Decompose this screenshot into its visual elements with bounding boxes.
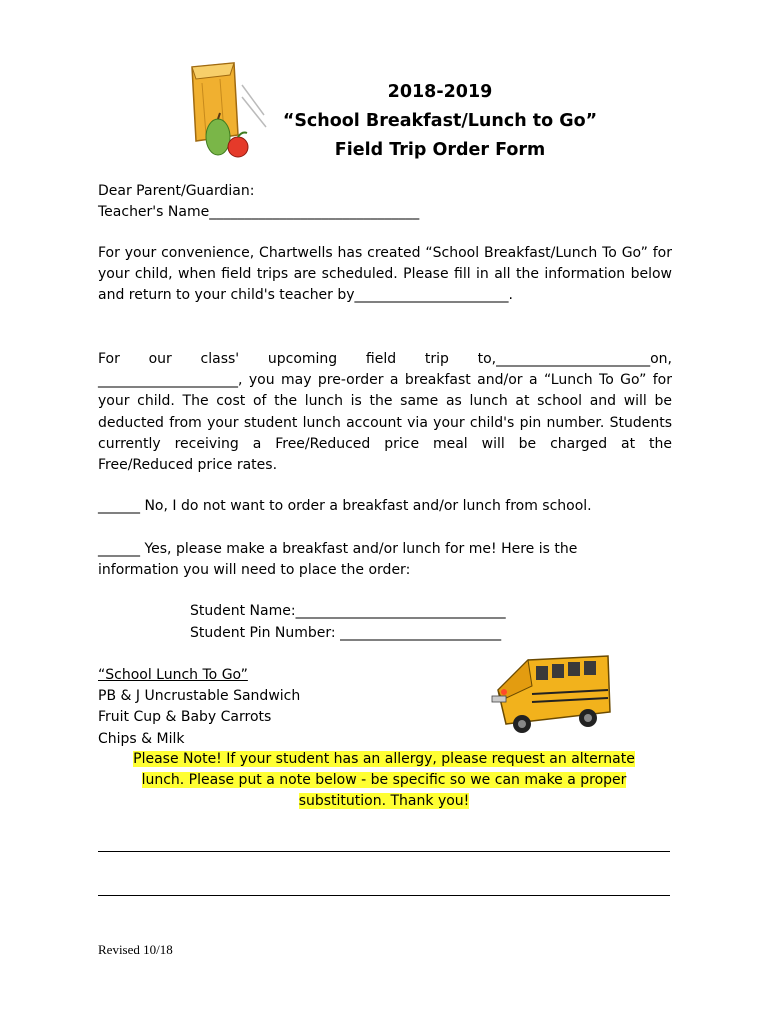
form-title: “School Breakfast/Lunch to Go” (282, 111, 598, 131)
field-trip-paragraph: For our class' upcoming field trip to,______________________on, ____________________, you may pre-order a breakfast and/or a “Lunch To Go” for your child. The cost of the lunch is the same as lunch at school and will be deducted from your student lunch account via your child's pin number. Students currently receiving a Free/Reduced price meal will be charged at the Free/Reduced price rates. (98, 351, 672, 474)
allergy-note (110, 749, 658, 813)
intro-paragraph: For your convenience, Chartwells has created “School Breakfast/Lunch To Go” for your child, when field trips are scheduled. Please fill in all the information below and return to your child's teacher by______________________. (98, 245, 672, 304)
menu-item: Fruit Cup & Baby Carrots (98, 709, 272, 726)
note-line: substitution. Thank you! (298, 793, 470, 810)
student-fields (190, 601, 506, 644)
note-write-line (98, 851, 670, 852)
form-year: 2018-2019 (387, 82, 493, 102)
student-pin-field: Student Pin Number: _______________________ (190, 624, 502, 641)
option-no: ______ No, I do not want to order a breakfast and/or lunch from school. (98, 498, 592, 514)
note-line: Please Note! If your student has an allergy, please request an alternate (133, 751, 635, 767)
note-line: lunch. Please put a note below - be specific so we can make a proper (141, 772, 627, 789)
menu-item: PB & J Uncrustable Sandwich (98, 688, 301, 705)
greeting-block (98, 181, 419, 223)
student-name-field: Student Name:______________________________ (190, 603, 506, 619)
salutation: Dear Parent/Guardian: (98, 183, 255, 199)
option-yes-continued: information you will need to place the order: (98, 562, 411, 578)
form-title-block (230, 78, 650, 165)
form-subtitle: Field Trip Order Form (334, 140, 546, 160)
note-write-line (98, 895, 670, 896)
option-yes: ______ Yes, please make a breakfast and/or lunch for me! Here is the (98, 541, 578, 557)
revision-note: Revised 10/18 (98, 942, 173, 957)
menu-item: Chips & Milk (98, 730, 185, 747)
teacher-name-field: Teacher's Name______________________________ (98, 204, 420, 220)
menu-heading: “School Lunch To Go” (98, 667, 248, 683)
lunch-menu (98, 665, 300, 750)
school-bus-icon (488, 650, 613, 740)
